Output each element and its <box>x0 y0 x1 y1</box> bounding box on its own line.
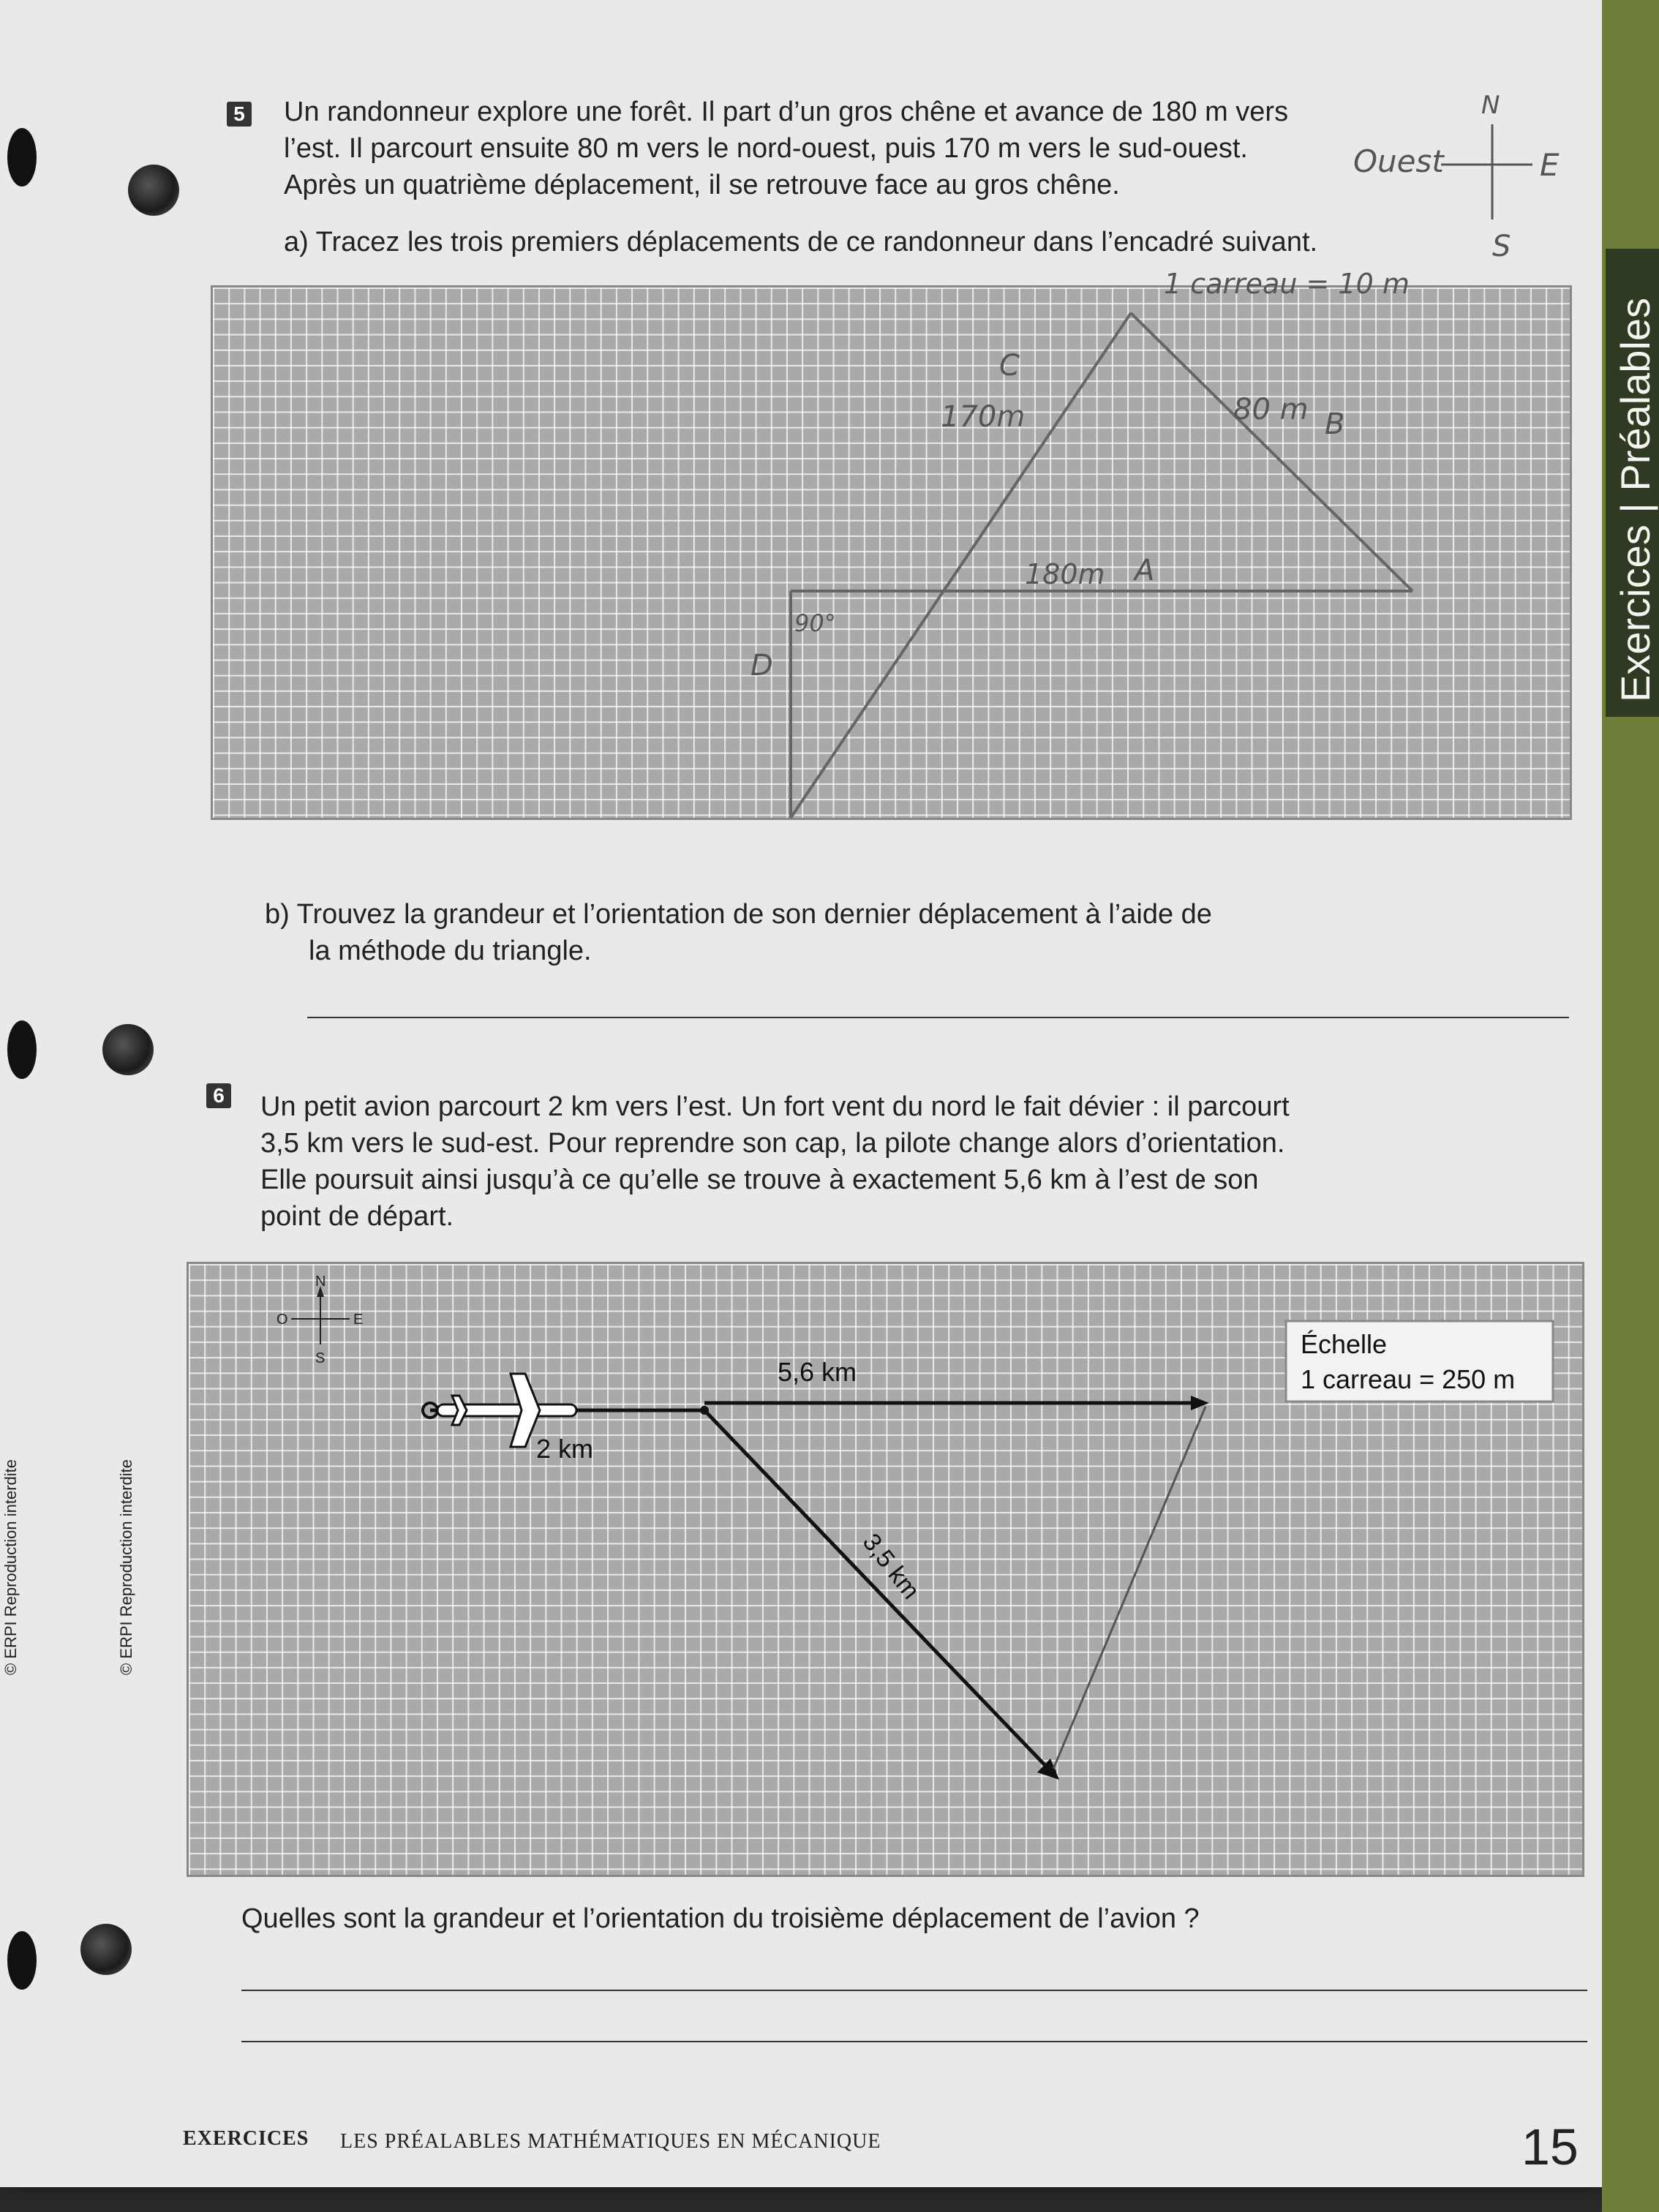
point-3-5km-end <box>1047 1768 1056 1777</box>
footer-section: EXERCICES <box>183 2127 309 2150</box>
q5-part-b-line2: la méthode du triangle. <box>309 936 592 966</box>
label-5-6km: 5,6 km <box>778 1357 857 1387</box>
question-number-5: 5 <box>227 102 252 127</box>
q6-line: 3,5 km vers le sud-est. Pour reprendre son cap, la pilote change alors d’orientation. <box>260 1128 1285 1159</box>
arrow-head-5-6km <box>1191 1396 1209 1410</box>
compass-e-label: E <box>353 1312 364 1328</box>
hand-label-c: C <box>999 349 1020 383</box>
hand-label-170m: 170m <box>941 400 1026 434</box>
answer-line-q6-2 <box>241 2041 1587 2042</box>
q5-line: l’est. Il parcourt ensuite 80 m vers le nord-ouest, puis 170 m vers le sud-ouest. <box>284 133 1248 164</box>
footer-title: LES PRÉALABLES MATHÉMATIQUES EN MÉCANIQUE <box>340 2130 881 2153</box>
question-5 <box>227 94 252 130</box>
hand-scale-label: 1 carreau = 10 m <box>1164 268 1410 300</box>
q6-question: Quelles sont la grandeur et l’orientation du troisième déplacement de l’avion ? <box>241 1903 1200 1934</box>
handwritten-compass <box>1346 80 1609 271</box>
hand-compass-n: N <box>1481 91 1500 120</box>
answer-line-q5 <box>307 1017 1569 1018</box>
binder-hole-bottom <box>80 1924 132 1975</box>
copyright-watermark-inner: © ERPI Reproduction interdite <box>117 1459 135 1675</box>
label-3-5km: 3,5 km <box>857 1528 925 1605</box>
compass-n-label: N <box>315 1274 326 1290</box>
hand-label-80m: 80 m <box>1233 393 1309 426</box>
binder-hole-edge-bottom <box>7 1931 37 1990</box>
scale-legend-value: 1 carreau = 250 m <box>1301 1364 1516 1394</box>
binder-hole-middle <box>102 1024 154 1075</box>
q5-line: Après un quatrième déplacement, il se retrouve face au gros chêne. <box>284 170 1120 200</box>
q5-part-a: a) Tracez les trois premiers déplacements de ce randonneur dans l’encadré suivant. <box>284 227 1318 257</box>
page-number: 15 <box>1521 2118 1579 2175</box>
grid-box-q6 <box>187 1262 1584 1877</box>
binder-hole-top <box>128 165 179 216</box>
hand-label-180m: 180m <box>1025 558 1105 590</box>
section-side-tab-label: Exercices | Préalables <box>1612 298 1658 702</box>
hand-label-d: D <box>750 649 773 682</box>
binder-hole-edge-middle <box>7 1020 37 1079</box>
q5-line: Un randonneur explore une forêt. Il part d’un gros chêne et avance de 180 m vers <box>284 97 1289 127</box>
grid-box-q5 <box>211 268 1572 820</box>
q5-part-b-line1: b) Trouvez la grandeur et l’orientation de son dernier déplacement à l’aide de <box>265 899 1212 930</box>
hand-label-b: B <box>1325 407 1345 441</box>
q6-line: Elle poursuit ainsi jusqu’à ce qu’elle se trouve à exactement 5,6 km à l’est de son <box>260 1165 1259 1195</box>
section-side-tab <box>1606 249 1659 717</box>
hand-label-90: 90° <box>794 609 836 637</box>
binder-hole-edge-top <box>7 128 37 187</box>
question-number-6: 6 <box>206 1083 231 1108</box>
copyright-watermark-edge: © ERPI Reproduction interdite <box>1 1459 20 1675</box>
compass-rose-icon <box>276 1274 363 1366</box>
hand-compass-e: E <box>1540 147 1560 183</box>
hand-label-a: A <box>1135 554 1155 587</box>
vector-third-handdrawn <box>1052 1407 1205 1772</box>
question-6-text <box>260 1088 1290 1235</box>
question-6 <box>206 1075 231 1112</box>
q6-drawing <box>189 1264 1582 1875</box>
q5-drawing <box>213 268 1570 818</box>
q5-part-b <box>265 896 1212 969</box>
hand-compass-o: Ouest <box>1353 143 1444 179</box>
point-2km-end <box>700 1406 709 1415</box>
answer-line-q6-1 <box>241 1990 1587 1991</box>
q6-line: point de départ. <box>260 1201 454 1232</box>
vector-3-5km <box>704 1410 1052 1772</box>
vector-80m <box>1131 313 1412 591</box>
scale-legend-title: Échelle <box>1301 1329 1388 1359</box>
q6-line: Un petit avion parcourt 2 km vers l’est. Un fort vent du nord le fait dévier : il parcourt <box>260 1091 1290 1122</box>
question-5-text <box>284 94 1288 203</box>
hand-compass-s: S <box>1492 230 1511 263</box>
label-2km: 2 km <box>536 1434 594 1464</box>
compass-s-label: S <box>315 1350 326 1366</box>
compass-o-label: O <box>276 1312 288 1328</box>
